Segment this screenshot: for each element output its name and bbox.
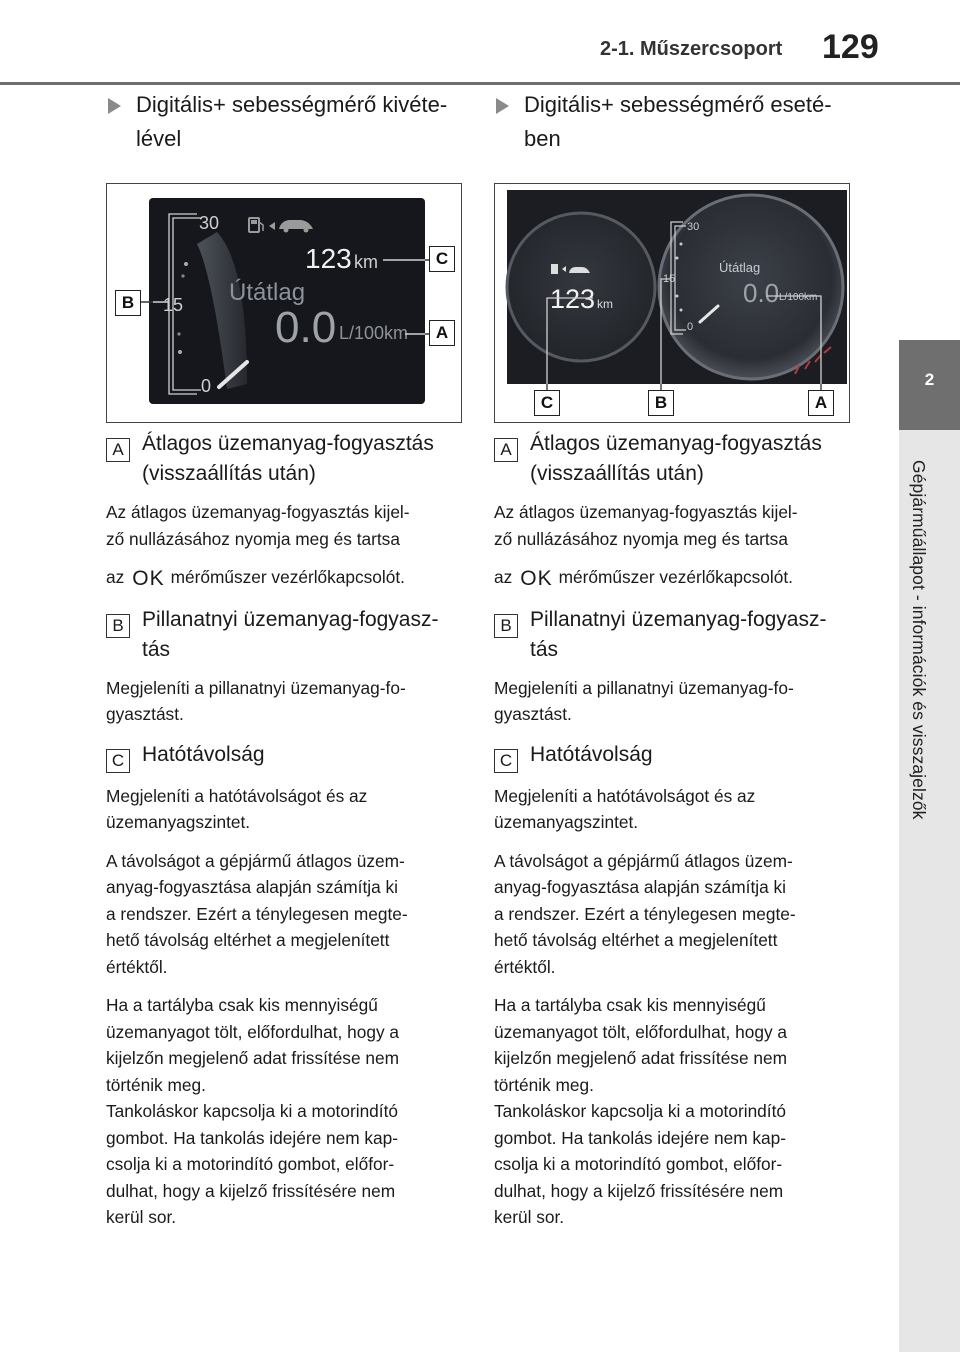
trip-average-label: Útátlag	[229, 279, 306, 306]
badge-a: A	[808, 390, 834, 416]
range-value: 123	[305, 243, 352, 274]
ok-button-glyph: OK	[520, 567, 553, 590]
trip-average-label: Útátlag	[719, 260, 761, 275]
section-title: 2-1. Műszercsoport	[600, 38, 783, 60]
tick-label-mid: 15	[663, 273, 676, 285]
tick-label-bottom: 0	[687, 321, 694, 333]
tick-label-bottom: 0	[201, 376, 212, 396]
chapter-title: Gépjárműállapot - információk és visszajelzők	[909, 460, 929, 820]
item-a-title-2: (visszaállítás után)	[142, 462, 316, 485]
consumption-unit: L/100km	[779, 292, 818, 303]
bullet-triangle-icon	[108, 98, 121, 114]
item-a-title-1: Átlagos üzemanyag-fogyasztás	[142, 432, 434, 455]
range-unit: km	[354, 252, 378, 272]
letter-box-a: A	[106, 438, 130, 462]
item-c: C Hatótávolság Megjeleníti a hatótávolságot és az üzemanyagszintet. A távolságot a gépjármű átlagos üzem- anyag-fogyasztása alapján számítja ki a rendszer. Ezért a ténylegesen megte- hető távolság eltérhet a megjelenített értéktől. Ha a tartályba csak kis mennyiségű üzemanyagot tölt, előfordulhat, hogy a kijelzőn megjelenő adat frissítése nem történik meg. Tankoláskor kapcsolja ki a motorindító gombot. Ha tankolás idejére nem kap- csolja ki a motorindító gombot, előfor- dulhat, hogy a kijelző frissítésére nem kerül sor.	[494, 742, 796, 1227]
item-b: B Pillanatnyi üzemanyag-fogyasz- tás Megjeleníti a pillanatnyi üzemanyag-fo- gyasztást.	[106, 607, 439, 724]
consumption-value: 0.0	[743, 278, 780, 308]
range-unit: km	[597, 297, 613, 311]
left-figure	[106, 183, 462, 423]
tick-label-mid: 15	[163, 295, 184, 315]
badge-b: B	[115, 290, 141, 316]
left-heading: Digitális+ sebességmérő kivéte- lével	[106, 88, 466, 156]
right-column	[494, 88, 854, 1243]
consumption-unit: L/100km	[339, 323, 409, 343]
left-cluster-display	[107, 184, 461, 422]
item-b: B Pillanatnyi üzemanyag-fogyasz- tás Megjeleníti a pillanatnyi üzemanyag-fo- gyasztást.	[494, 607, 827, 724]
tick-label-top: 30	[199, 213, 220, 233]
item-a: A Átlagos üzemanyag-fogyasztás (visszaállítás után) Az átlagos üzemanyag-fogyasztás kijel- ző nullázásához nyomja meg és tartsa az OK mérőműszer vezérlőkapcsolót.	[494, 429, 854, 593]
page-number: 129	[822, 28, 879, 66]
item-a: A Átlagos üzemanyag-fogyasztás (visszaállítás után) Az átlagos üzemanyag-fogyasztás kijel- ző nullázásához nyomja meg és tartsa az OK mérőműszer vezérlőkapcsolót.	[106, 429, 466, 593]
tick-label-top: 30	[687, 221, 700, 233]
letter-box-b: B	[106, 614, 130, 638]
letter-box-c: C	[106, 749, 130, 773]
left-column	[106, 88, 466, 1243]
badge-c: C	[534, 390, 560, 416]
item-c: C Hatótávolság Megjeleníti a hatótávolságot és az üzemanyagszintet. A távolságot a gépjármű átlagos üzem- anyag-fogyasztása alapján számítja ki a rendszer. Ezért a ténylegesen megte- hető távolság eltérhet a megjelenített értéktől. Ha a tartályba csak kis mennyiségű üzemanyagot tölt, előfordulhat, hogy a kijelzőn megjelenő adat frissítése nem történik meg. Tankoláskor kapcsolja ki a motorindító gombot. Ha tankolás idejére nem kap- csolja ki a motorindító gombot, előfor- dulhat, hogy a kijelző frissítésére nem kerül sor.	[106, 742, 408, 1227]
bullet-triangle-icon	[496, 98, 509, 114]
right-figure	[494, 183, 850, 423]
ok-button-glyph: OK	[132, 567, 165, 590]
badge-a: A	[429, 320, 455, 346]
letter-box-c: C	[494, 749, 518, 773]
badge-b: B	[648, 390, 674, 416]
letter-box-a: A	[494, 438, 518, 462]
range-value: 123	[550, 284, 596, 314]
right-cluster-display	[495, 184, 849, 422]
chapter-number: 2	[924, 370, 935, 389]
fuel-pump-icon	[551, 264, 558, 274]
right-heading: Digitális+ sebességmérő eseté- ben	[494, 88, 854, 156]
badge-c: C	[429, 246, 455, 272]
letter-box-b: B	[494, 614, 518, 638]
consumption-value: 0.0	[275, 303, 337, 352]
header-rule	[0, 82, 960, 85]
chapter-tab	[899, 340, 960, 430]
